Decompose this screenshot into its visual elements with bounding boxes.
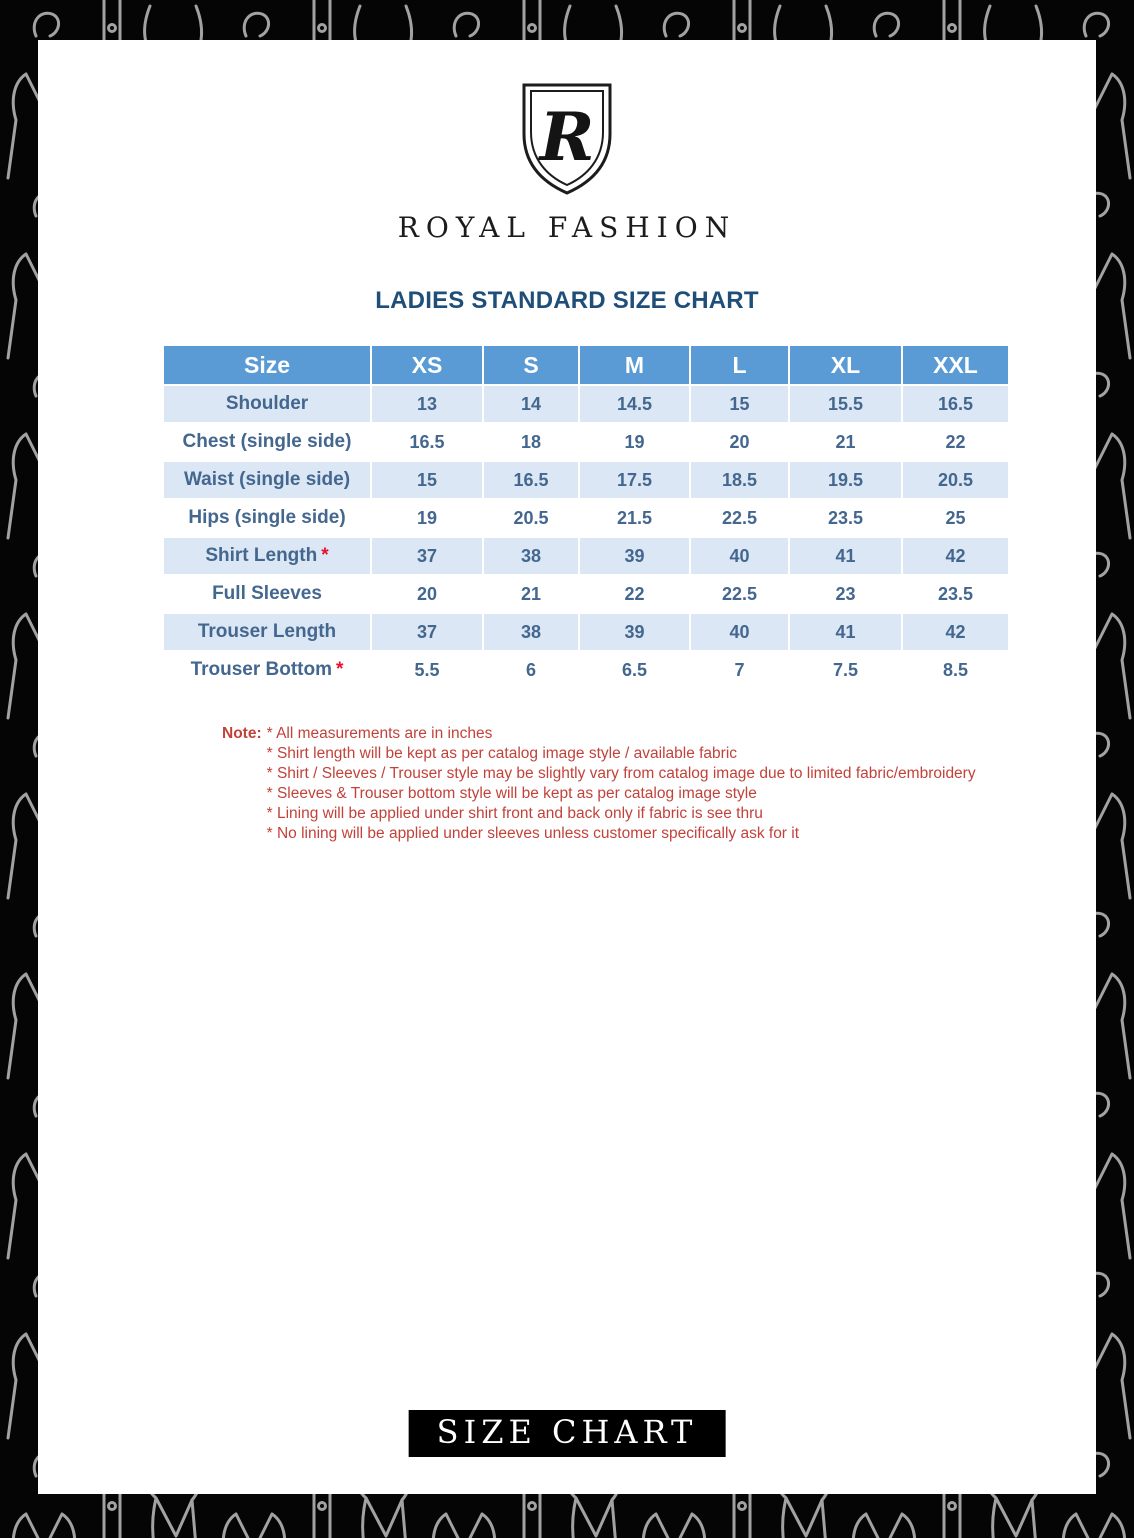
brand-monogram: R (539, 98, 595, 176)
cell-value: 6 (484, 652, 578, 688)
size-table (162, 344, 1010, 690)
header-cell-xxl: XXL (903, 346, 1008, 384)
cell-value: 40 (691, 538, 788, 574)
table-row (164, 500, 1008, 536)
cell-value: 22.5 (691, 576, 788, 612)
table-row (164, 424, 1008, 460)
cell-value: 7.5 (790, 652, 901, 688)
row-label (164, 386, 370, 422)
note-list (267, 724, 976, 844)
cell-value: 22.5 (691, 500, 788, 536)
cell-value: 20 (372, 576, 482, 612)
cell-value: 22 (903, 424, 1008, 460)
header-cell-s: S (484, 346, 578, 384)
row-label-text: Trouser Bottom (190, 659, 333, 680)
cell-value: 22 (580, 576, 689, 612)
cell-value: 37 (372, 538, 482, 574)
header-cell-xl: XL (790, 346, 901, 384)
cell-value: 41 (790, 538, 901, 574)
cell-value: 19 (580, 424, 689, 460)
cell-value: 39 (580, 614, 689, 650)
cell-value: 37 (372, 614, 482, 650)
cell-value: 17.5 (580, 462, 689, 498)
cell-value: 6.5 (580, 652, 689, 688)
row-label-text: Hips (single side) (188, 507, 346, 528)
cell-value: 7 (691, 652, 788, 688)
cell-value: 23.5 (790, 500, 901, 536)
row-label (164, 614, 370, 650)
size-chart-banner: SIZE CHART (409, 1410, 726, 1457)
row-label (164, 576, 370, 612)
header-cell-xs: XS (372, 346, 482, 384)
cell-value: 16.5 (484, 462, 578, 498)
cell-value: 18 (484, 424, 578, 460)
cell-value: 42 (903, 614, 1008, 650)
table-row (164, 652, 1008, 688)
note-item: * Shirt length will be kept as per catalog image style / available fabric (266, 745, 738, 762)
cell-value: 14 (484, 386, 578, 422)
row-label (164, 538, 370, 574)
cell-value: 23 (790, 576, 901, 612)
cell-value: 16.5 (372, 424, 482, 460)
cell-value: 40 (691, 614, 788, 650)
cell-value: 15 (691, 386, 788, 422)
cell-value: 42 (903, 538, 1008, 574)
row-label-text: Full Sleeves (212, 583, 322, 604)
cell-value: 20.5 (903, 462, 1008, 498)
row-label-text: Shoulder (225, 393, 309, 414)
table-row (164, 538, 1008, 574)
note-item: * Lining will be applied under shirt front and back only if fabric is see thru (266, 805, 763, 822)
cell-value: 38 (484, 538, 578, 574)
cell-value: 15.5 (790, 386, 901, 422)
row-label-text: Trouser Length (197, 621, 337, 642)
cell-value: 39 (580, 538, 689, 574)
cell-value: 13 (372, 386, 482, 422)
cell-value: 19 (372, 500, 482, 536)
cell-value: 20.5 (484, 500, 578, 536)
note-item: * Sleeves & Trouser bottom style will be kept as per catalog image style (266, 785, 757, 802)
note-item: * Shirt / Sleeves / Trouser style may be slightly vary from catalog image due to limited fabric/embroidery (266, 765, 976, 782)
required-asterisk: * (336, 659, 344, 680)
required-asterisk: * (321, 545, 329, 566)
header-cell-m: M (580, 346, 689, 384)
document-card (38, 40, 1096, 1494)
note-item: * All measurements are in inches (266, 725, 493, 742)
cell-value: 14.5 (580, 386, 689, 422)
cell-value: 5.5 (372, 652, 482, 688)
cell-value: 23.5 (903, 576, 1008, 612)
header-cell-size: Size (164, 346, 370, 384)
note-item: * No lining will be applied under sleeves unless customer specifically ask for it (266, 825, 800, 842)
cell-value: 25 (903, 500, 1008, 536)
row-label (164, 462, 370, 498)
table-row (164, 386, 1008, 422)
cell-value: 41 (790, 614, 901, 650)
row-label (164, 652, 370, 688)
table-header-row (164, 346, 1008, 384)
table-row (164, 576, 1008, 612)
brand-name: ROYAL FASHION (397, 211, 737, 244)
cell-value: 16.5 (903, 386, 1008, 422)
cell-value: 15 (372, 462, 482, 498)
cell-value: 38 (484, 614, 578, 650)
cell-value: 21 (790, 424, 901, 460)
cell-value: 21.5 (580, 500, 689, 536)
row-label-text: Chest (single side) (182, 431, 352, 452)
table-row (164, 614, 1008, 650)
header-cell-l: L (691, 346, 788, 384)
page-title: LADIES STANDARD SIZE CHART (375, 287, 759, 314)
row-label-text: Shirt Length (205, 545, 318, 566)
shield-crest-icon (520, 82, 614, 196)
row-label (164, 500, 370, 536)
cell-value: 8.5 (903, 652, 1008, 688)
table-row (164, 462, 1008, 498)
row-label (164, 424, 370, 460)
note-label: Note: (222, 725, 262, 742)
notes-section (222, 724, 976, 844)
row-label-text: Waist (single side) (183, 469, 351, 490)
cell-value: 21 (484, 576, 578, 612)
cell-value: 18.5 (691, 462, 788, 498)
cell-value: 19.5 (790, 462, 901, 498)
cell-value: 20 (691, 424, 788, 460)
brand-logo (38, 82, 1096, 244)
